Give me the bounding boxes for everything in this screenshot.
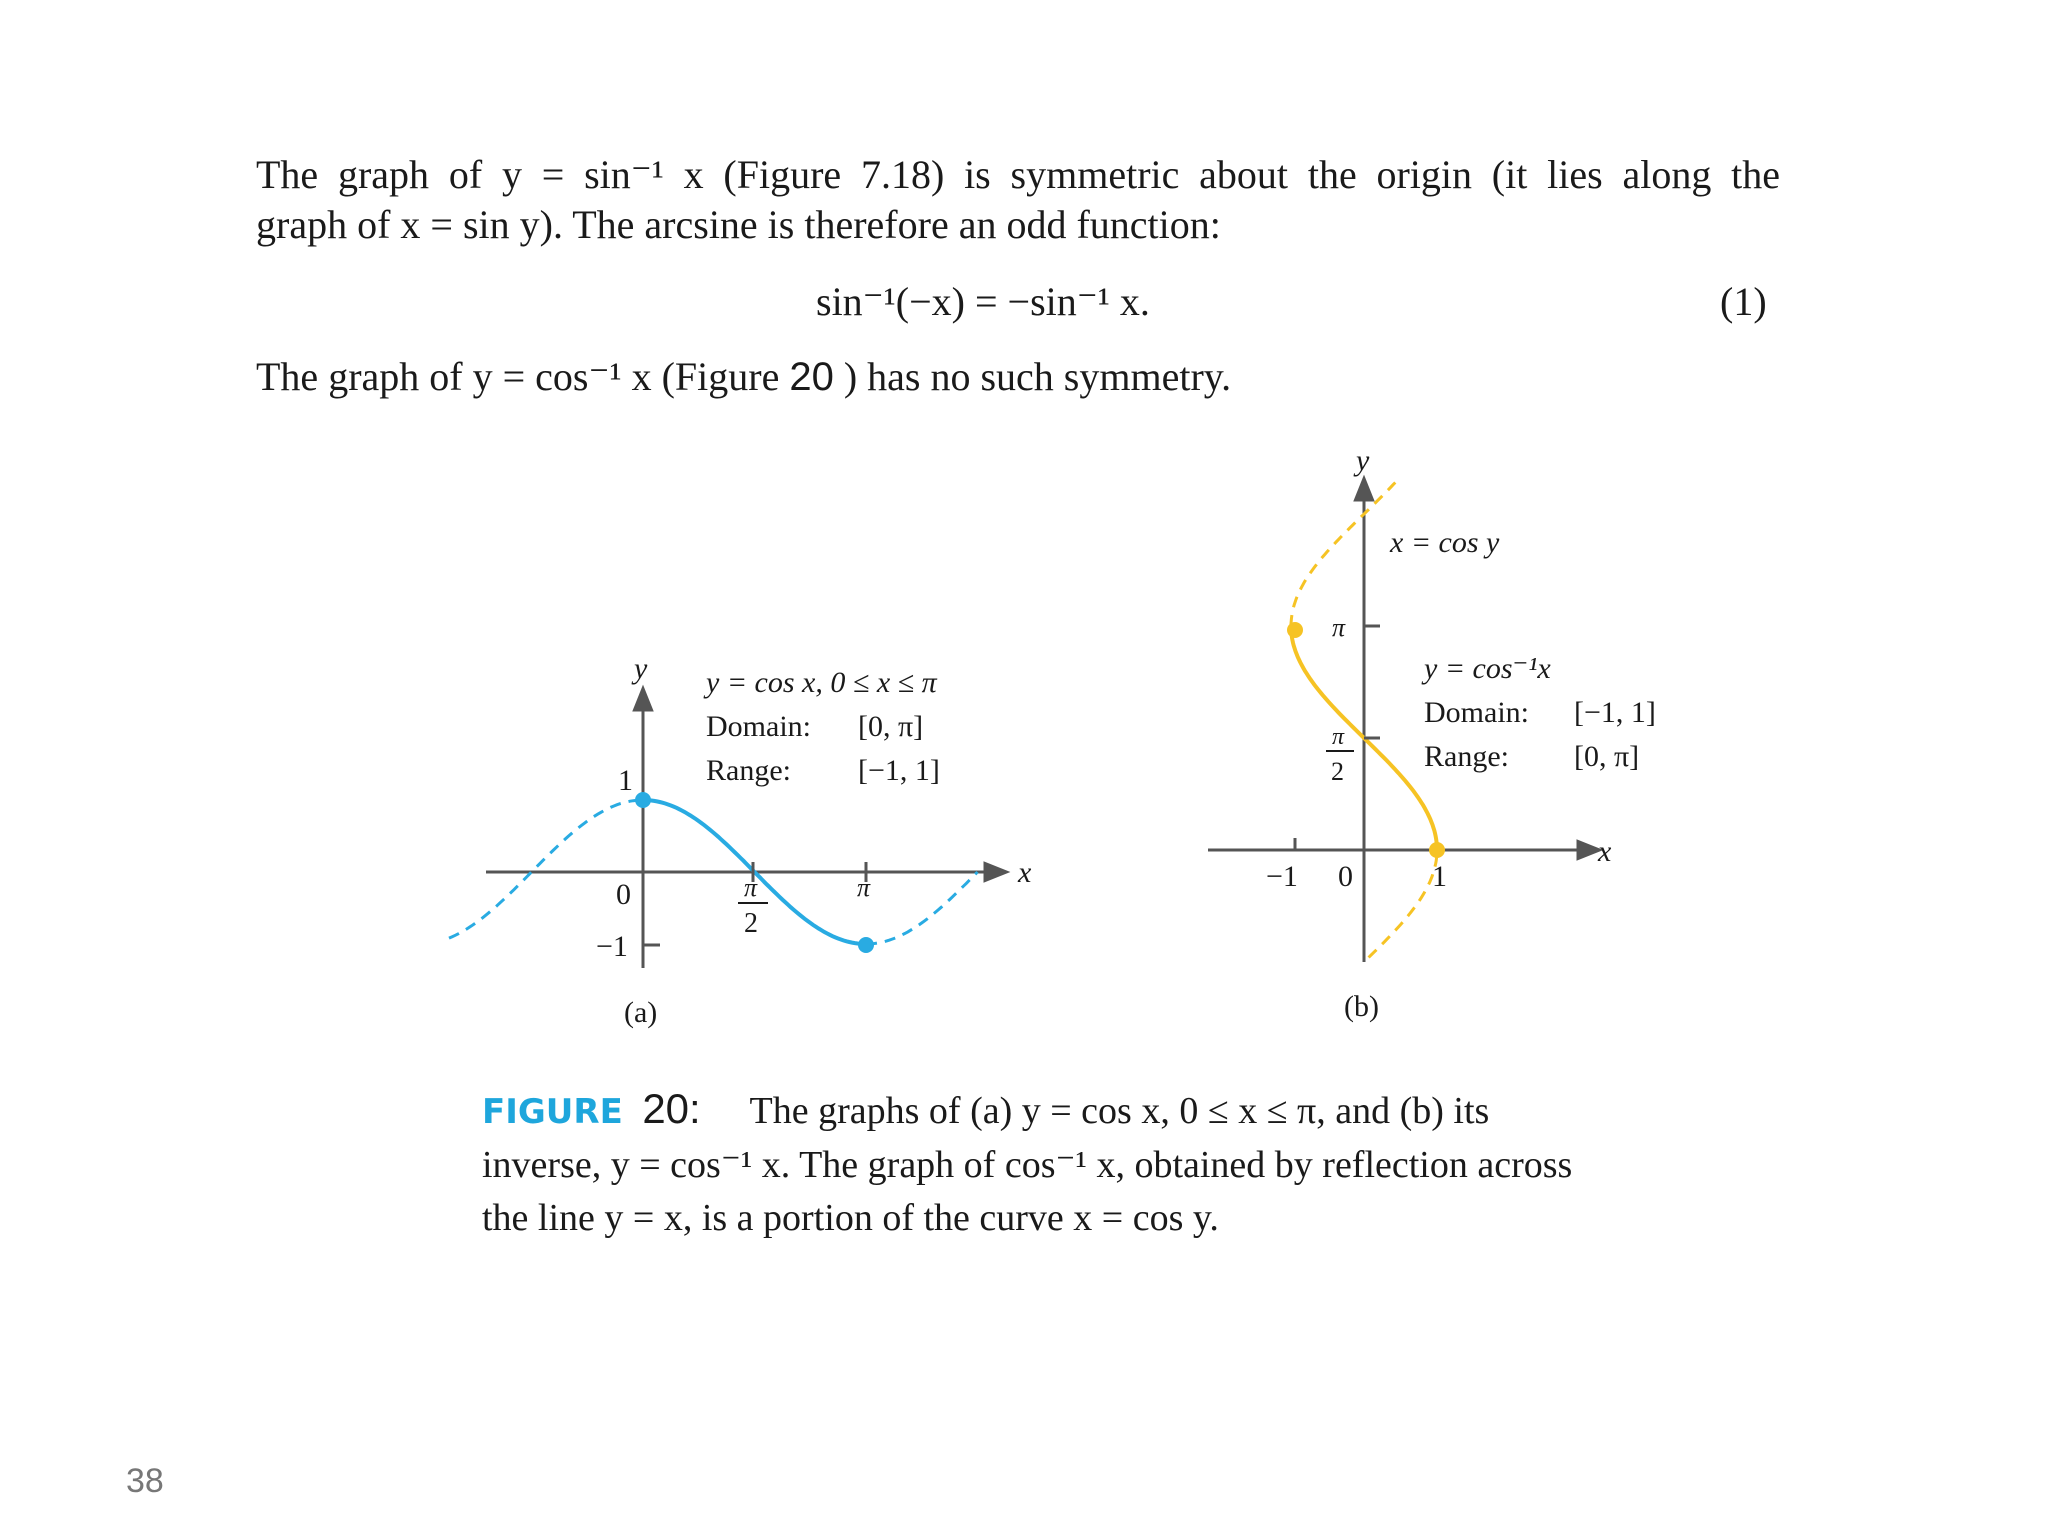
- graph-a-point-pi-neg1: [858, 937, 874, 953]
- graph-b: [1208, 444, 1656, 1023]
- page-number: 38: [126, 1462, 164, 1500]
- graph-b-tick-label-0: 0: [1338, 860, 1353, 893]
- caption-label: FIGURE: [482, 1092, 623, 1132]
- graph-b-info-function: y = cos⁻¹x: [1424, 652, 1551, 685]
- caption-text-1: The graphs of (a) y = cos x, 0 ≤ x ≤ π, and (b) its: [749, 1090, 1490, 1132]
- graph-b-cos-y-dashed-top: [1291, 483, 1395, 627]
- figure-reference-number: 20: [789, 355, 834, 399]
- graph-b-tick-label-pi: π: [1332, 613, 1346, 642]
- graph-a: [449, 652, 1032, 1029]
- paragraph-arcsine-line2: graph of x = sin y). The arcsine is therefore an odd function:: [256, 202, 1221, 247]
- graph-a-info-range-label: Range:: [706, 754, 791, 787]
- graph-b-info-range-label: Range:: [1424, 740, 1509, 773]
- graph-b-cos-y-dashed-bottom: [1369, 850, 1437, 958]
- figure-caption: [482, 1082, 1652, 1245]
- graph-b-info-range-value: [0, π]: [1574, 740, 1640, 773]
- graph-a-info-range-value: [−1, 1]: [858, 754, 940, 787]
- graph-b-curve-label: x = cos y: [1390, 526, 1500, 559]
- graph-b-x-label: x: [1598, 835, 1612, 868]
- graph-a-point-0-1: [635, 792, 651, 808]
- graph-b-y-label: y: [1356, 444, 1370, 477]
- graph-b-point-1-0: [1429, 842, 1445, 858]
- graph-b-point-neg1-pi: [1287, 622, 1303, 638]
- paragraph-arccos-end: ) has no such symmetry.: [843, 354, 1232, 399]
- graph-b-tick-label-pi-half-num: π: [1332, 724, 1345, 750]
- graph-a-tick-label-pi: π: [857, 873, 871, 902]
- caption-line-3: the line y = x, is a portion of the curve x = cos y.: [482, 1197, 1219, 1239]
- graph-a-tick-label-1: 1: [618, 764, 633, 797]
- graph-b-sublabel: (b): [1344, 990, 1379, 1023]
- equation-number: (1): [1720, 279, 1767, 324]
- graph-a-tick-label-pi-half-den: 2: [744, 908, 758, 939]
- graph-a-sublabel: (a): [624, 996, 658, 1029]
- graph-b-tick-label-pi-half-den: 2: [1331, 757, 1344, 786]
- graph-a-y-label: y: [634, 652, 648, 685]
- paragraph-arccos-start: The graph of y = cos⁻¹ x (Figure: [256, 354, 780, 399]
- graph-b-info-domain-value: [−1, 1]: [1574, 696, 1656, 729]
- graph-a-info-function: y = cos x, 0 ≤ x ≤ π: [706, 666, 937, 699]
- graph-b-tick-label-1: 1: [1432, 860, 1447, 893]
- graph-a-info-domain-value: [0, π]: [858, 710, 924, 743]
- equation-arcsine-odd: sin⁻¹(−x) = −sin⁻¹ x.: [816, 279, 1150, 324]
- graph-a-cos-dashed-right: [866, 872, 978, 944]
- graph-a-tick-label-0: 0: [616, 878, 631, 911]
- paragraph-arcsine-line1: The graph of y = sin⁻¹ x (Figure 7.18) is symmetric about the origin (it lies along the: [256, 152, 1780, 197]
- graph-a-info-domain-label: Domain:: [706, 710, 811, 743]
- graph-a-x-label: x: [1018, 856, 1032, 889]
- graph-a-tick-label-neg1: −1: [596, 930, 628, 963]
- graph-b-info-domain-label: Domain:: [1424, 696, 1529, 729]
- caption-line-2: inverse, y = cos⁻¹ x. The graph of cos⁻¹ x, obtained by reflection across: [482, 1144, 1573, 1186]
- graph-a-cos-dashed-left: [449, 800, 643, 938]
- caption-line-1: [482, 1082, 1652, 1139]
- caption-number: 20:: [642, 1085, 701, 1132]
- graph-b-tick-label-neg1: −1: [1266, 860, 1298, 893]
- graph-a-tick-label-pi-half-num: π: [744, 873, 758, 902]
